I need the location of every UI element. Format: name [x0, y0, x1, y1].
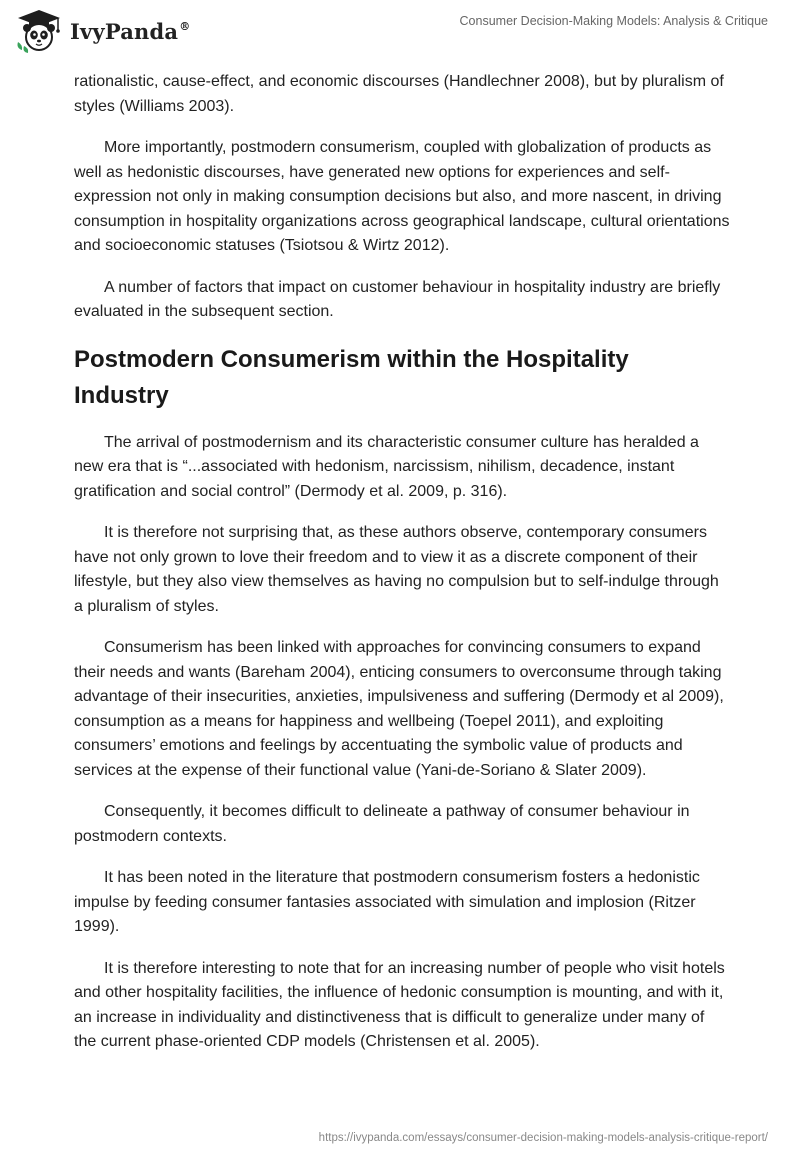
paragraph: It is therefore not surprising that, as these authors observe, contemporary consumers have not only grown to love their freedom and to view it as a discrete component of their lifestyle, but they also view themselves as having no compulsion but to self-indulge through a pluralism of styles.	[74, 524, 719, 615]
essay-body	[74, 70, 730, 1072]
panda-graduate-icon	[14, 8, 64, 54]
page-header	[0, 0, 800, 68]
paragraph: The arrival of postmodernism and its characteristic consumer culture has heralded a new era that is “...associated with hedonism, narcissism, nihilism, decadence, instant gratification and social control” (Dermody et al. 2009, p. 316).	[74, 433, 699, 500]
paragraph: Consequently, it becomes difficult to delineate a pathway of consumer behaviour in postmodern contexts.	[74, 803, 690, 845]
paragraph: It has been noted in the literature that postmodern consumerism fosters a hedonistic impulse by feeding consumer fantasies associated with simulation and implosion (Ritzer 1999).	[74, 869, 700, 935]
paragraph: More importantly, postmodern consumerism, coupled with globalization of products as well as hedonistic discourses, have generated new options for experiences and self-expression not only in making consumption decisions but also, and more nascent, in driving consumption in hospitality organizations across geographical landscape, cultural orientations and socioeconomic statuses (Tsiotsou & Wirtz 2012).	[74, 139, 730, 254]
ivypanda-logo[interactable]	[14, 8, 190, 54]
section-heading: Postmodern Consumerism within the Hospitality Industry	[74, 345, 629, 409]
source-url[interactable]: https://ivypanda.com/essays/consumer-decision-making-models-analysis-critique-report/	[318, 1132, 768, 1144]
paragraph: It is therefore interesting to note that for an increasing number of people who visit hotels and other hospitality facilities, the influence of hedonic consumption is mounting, and with it, an increase in individuality and distinctiveness that is difficult to generalize under many of the current phase-oriented CDP models (Christensen et al. 2005).	[74, 959, 725, 1050]
paragraph: A number of factors that impact on customer behaviour in hospitality industry are briefly evaluated in the subsequent section.	[74, 278, 721, 320]
paragraph: Consumerism has been linked with approaches for convincing consumers to expand their needs and wants (Bareham 2004), enticing consumers to overconsume through taking advantage of their insecurities, anxieties, impulsiveness and suffering (Dermody et al 2009), consumption as a means for happiness and wellbeing (Toepel 2011), and exploiting consumers’ emotions and feelings by accentuating the symbolic value of products and services at the expense of their functional value (Yani-de-Soriano & Slater 2009).	[74, 639, 724, 779]
brand-name: IvyPanda®	[70, 18, 191, 44]
paragraph: rationalistic, cause-effect, and economic discourses (Handlechner 2008), but by pluralism of styles (Williams 2003).	[74, 73, 724, 115]
document-title: Consumer Decision-Making Models: Analysis & Critique	[459, 14, 768, 28]
